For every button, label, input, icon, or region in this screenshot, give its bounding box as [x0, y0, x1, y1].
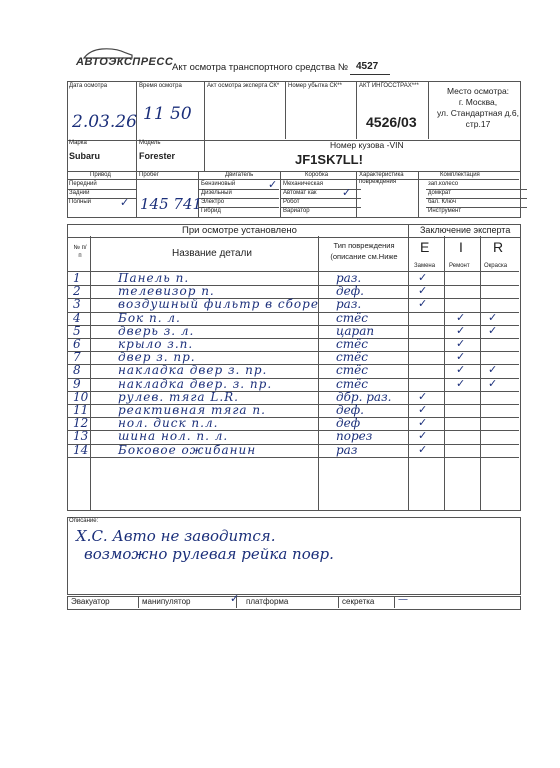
- col-paint: Окраска: [484, 263, 508, 269]
- expert-checkmark: ✓: [488, 364, 498, 377]
- part-number: 6: [73, 337, 81, 351]
- engine-option: Дизельный: [201, 190, 232, 196]
- secret-label: секретка: [342, 597, 375, 606]
- make-label: Марка: [69, 140, 87, 146]
- expert-checkmark: ✓: [418, 298, 428, 311]
- damage-type-header: Тип повреждения (описание см.Ниже: [330, 241, 398, 261]
- col-repair: Ремонт: [449, 263, 470, 269]
- part-number: 8: [73, 363, 81, 378]
- expert-checkmark: ✓: [456, 324, 466, 337]
- date-label: Дата осмотра: [69, 83, 108, 89]
- drive-option: Полный: [69, 199, 91, 205]
- part-damage-type: раз.: [336, 297, 362, 312]
- transport-row: [67, 596, 521, 610]
- expert-checkmark: ✓: [418, 272, 428, 284]
- part-damage-type: дбр. раз.: [336, 389, 392, 404]
- part-name: телевизор п.: [118, 284, 215, 299]
- description-label: Описание:: [69, 518, 99, 524]
- part-number: 10: [73, 389, 89, 404]
- loss-number-label: Номер убытка СК**: [288, 83, 342, 89]
- gearbox-option: Механическая: [283, 181, 324, 187]
- found-label: При осмотре установлено: [182, 225, 297, 236]
- part-name: нол. диск п.л.: [118, 416, 219, 431]
- ingos-act-label: АКТ ИНГОССТРАХ***: [359, 83, 419, 89]
- part-number: 14: [73, 442, 89, 457]
- part-number: 1: [73, 271, 81, 285]
- part-number: 9: [73, 376, 81, 391]
- expert-checkmark: ✓: [456, 338, 466, 350]
- part-name: воздушный фильтр в сборе: [118, 297, 319, 312]
- engine-petrol-checkmark: ✓: [268, 179, 278, 191]
- vin-label: Номер кузова -VIN: [330, 140, 404, 150]
- drive-full-checkmark: ✓: [120, 197, 130, 209]
- expert-checkmark: ✓: [488, 324, 498, 337]
- drive-option: Передний: [69, 181, 97, 187]
- col-replace: Замена: [414, 263, 436, 269]
- part-name: Боковое ожибанин: [118, 442, 257, 457]
- engine-option: Электро: [201, 199, 225, 205]
- description-line-1: Х.С. Авто не заводится.: [76, 527, 276, 545]
- part-damage-type: стёс: [336, 363, 368, 378]
- expert-checkmark: ✓: [456, 311, 466, 324]
- time-label: Время осмотра: [139, 83, 182, 89]
- kit-option: бал. Ключ: [428, 199, 456, 205]
- part-number: 7: [73, 350, 81, 365]
- part-number: 12: [73, 416, 89, 431]
- part-name: рулев. тяга L.R.: [118, 389, 239, 404]
- place-line-3: стр.17: [465, 119, 491, 129]
- act-title: Акт осмотра транспортного средства №: [172, 62, 349, 73]
- expert-checkmark: ✓: [418, 417, 428, 430]
- description-line-2: возможно рулевая рейка повр.: [84, 545, 334, 563]
- time-value: 11 50: [143, 104, 192, 124]
- part-number: 2: [73, 284, 81, 299]
- place-line-2: ул. Стандартная д.6,: [436, 108, 520, 118]
- expert-checkmark: ✓: [456, 377, 466, 390]
- part-name: накладка двер з. пр.: [118, 363, 268, 378]
- part-name: шина нол. п. л.: [118, 429, 229, 444]
- model-value: Forester: [139, 151, 176, 161]
- damage-char-label: Характеристика повреждения: [359, 172, 404, 185]
- part-number: 11: [73, 403, 89, 417]
- make-value: Subaru: [69, 151, 101, 161]
- expert-checkmark: ✓: [418, 285, 428, 298]
- kit-label: Комплектация: [440, 172, 480, 178]
- expert-checkmark: ✓: [418, 443, 428, 456]
- engine-option: Бензиновый: [201, 181, 236, 187]
- secret-dash: —: [398, 594, 408, 605]
- name-header: Название детали: [172, 248, 252, 259]
- part-number: 3: [73, 297, 81, 312]
- date-value: 2.03.26: [72, 112, 137, 132]
- part-damage-type: царап: [336, 323, 375, 338]
- platform-label: платформа: [246, 597, 289, 606]
- mileage-value: 145 741: [140, 195, 203, 213]
- platform-checkmark: ✓: [230, 593, 240, 605]
- num-header: № п/п: [73, 245, 87, 259]
- gearbox-label: Коробка: [305, 172, 329, 178]
- letter-i: I: [459, 239, 463, 255]
- act-number: 4527: [356, 61, 379, 72]
- expert-checkmark: ✓: [418, 390, 428, 403]
- expert-checkmark: ✓: [488, 311, 498, 324]
- part-damage-type: деф.: [336, 284, 364, 299]
- expert-checkmark: ✓: [418, 430, 428, 443]
- expert-checkmark: ✓: [456, 351, 466, 364]
- drive-label: Привод: [90, 172, 111, 178]
- part-name: дверь з. л.: [118, 323, 195, 338]
- part-name: двер з. пр.: [118, 350, 196, 365]
- part-damage-type: деф.: [336, 403, 364, 417]
- act-number-underline: [350, 74, 390, 75]
- manipulator-label: манипулятор: [142, 597, 191, 606]
- place-block: [436, 86, 520, 130]
- part-name: Бок п. л.: [118, 310, 181, 325]
- mileage-label: Пробег: [139, 172, 159, 178]
- expert-checkmark: ✓: [456, 364, 466, 377]
- gearbox-option: Робот: [283, 199, 300, 205]
- expert-act-label: Акт осмотра эксперта СК*: [207, 83, 280, 89]
- part-name: крыло з.п.: [118, 337, 194, 351]
- expert-checkmark: ✓: [488, 377, 498, 390]
- part-damage-type: стёс: [336, 350, 368, 365]
- part-number: 13: [73, 429, 89, 444]
- part-damage-type: раз: [336, 442, 358, 457]
- expert-label: Заключение эксперта: [420, 225, 511, 235]
- drive-option: Задний: [69, 190, 90, 196]
- place-line-1: г. Москва,: [458, 97, 498, 107]
- ingos-act-value: 4526/03: [366, 114, 417, 130]
- part-damage-type: стёс: [336, 376, 368, 391]
- part-name: накладка двер. з. пр.: [118, 376, 273, 391]
- place-label: Место осмотра:: [446, 86, 510, 96]
- kit-option: Инструмент: [428, 208, 462, 214]
- part-damage-type: стёс: [336, 310, 368, 325]
- part-name: Панель п.: [118, 271, 190, 285]
- engine-label: Двигатель: [225, 172, 254, 178]
- kit-option: зап.колесо: [428, 181, 459, 187]
- expert-checkmark: ✓: [418, 404, 428, 416]
- gearbox-option: Вариатор: [283, 208, 310, 214]
- gearbox-auto-checkmark: ✓: [342, 187, 352, 199]
- gearbox-option: Автомат как: [283, 190, 317, 196]
- row-divider: [67, 457, 519, 458]
- kit-option: домкрат: [428, 190, 451, 196]
- part-number: 5: [73, 323, 81, 338]
- part-number: 4: [73, 310, 81, 325]
- part-damage-type: порез: [336, 429, 373, 444]
- tow-truck-label: Эвакуатор: [71, 597, 110, 606]
- engine-option: Гибрид: [201, 208, 221, 214]
- letter-e: E: [420, 239, 430, 255]
- part-damage-type: раз.: [336, 271, 362, 285]
- model-label: Модель: [139, 140, 161, 146]
- part-damage-type: деф: [336, 416, 361, 431]
- letter-r: R: [493, 239, 504, 255]
- vin-value: JF1SK7LL!: [295, 152, 363, 167]
- company-logo: АВТОЭКСПРЕСС: [76, 56, 174, 68]
- part-damage-type: стёс: [336, 337, 368, 351]
- part-name: реактивная тяга п.: [118, 403, 266, 417]
